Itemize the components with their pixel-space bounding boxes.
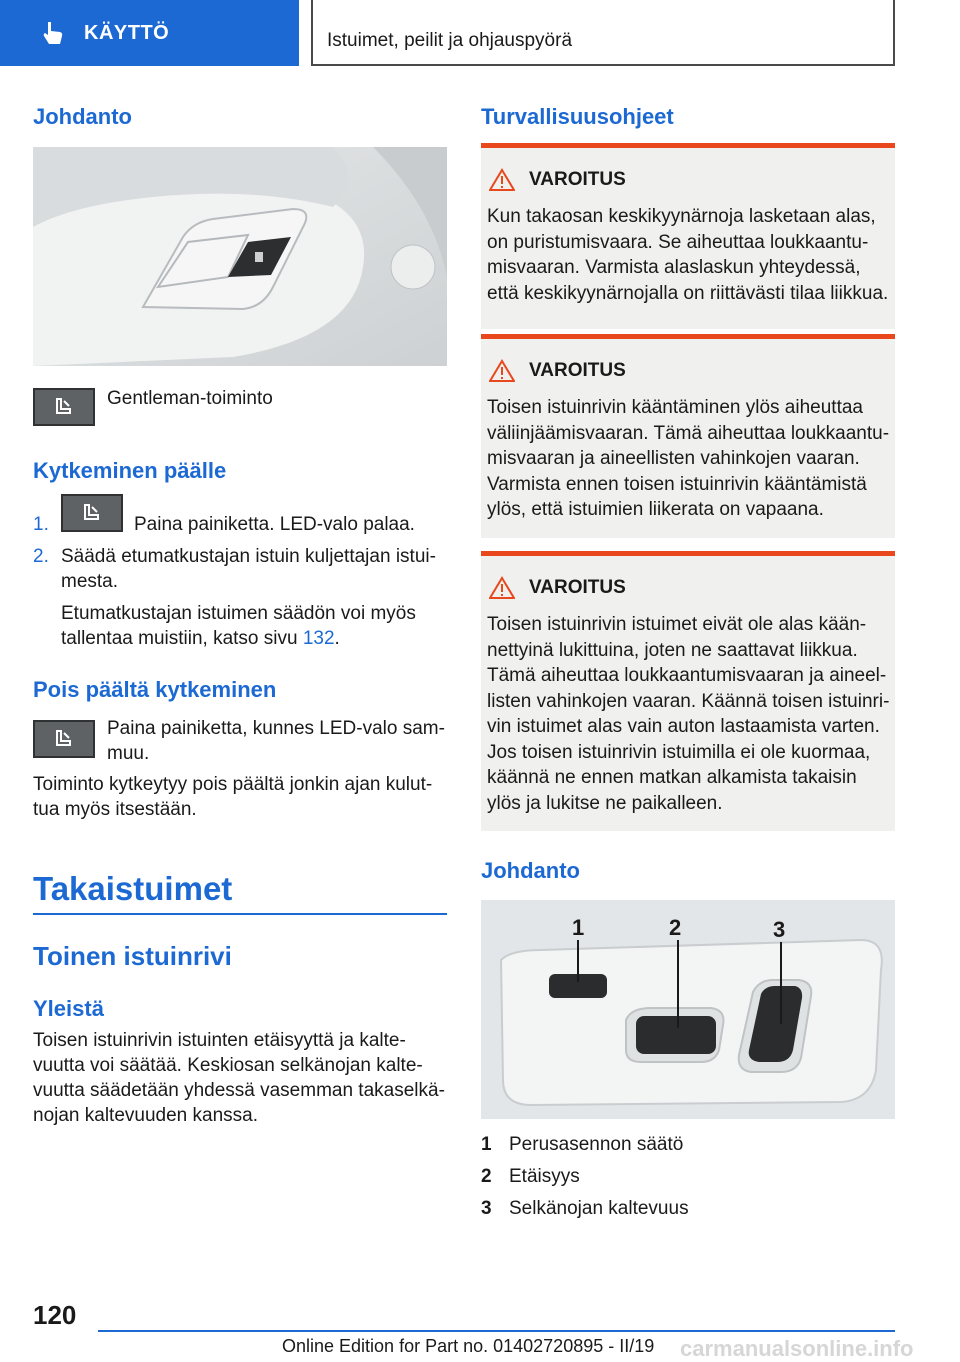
callout-1: 1 xyxy=(572,915,585,940)
legend-label: Selkänojan kaltevuus xyxy=(509,1198,689,1219)
watermark: carmanualsonline.info xyxy=(680,1336,914,1361)
footer-divider xyxy=(98,1330,895,1332)
legend-label: Etäisyys xyxy=(509,1166,580,1187)
edition-text: Online Edition for Part no. 01402720895 - II/19 xyxy=(282,1336,655,1356)
warning-triangle-icon xyxy=(489,168,515,192)
legend-label: Perusasennon säätö xyxy=(509,1134,684,1155)
pointing-hand-icon xyxy=(40,20,66,46)
row2-heading: Toinen istuinrivi xyxy=(33,941,232,971)
step-2-note-end: . xyxy=(334,628,340,649)
gentleman-caption: Gentleman-toiminto xyxy=(107,388,273,409)
warning-title: VAROITUS xyxy=(529,577,626,598)
gentleman-button-icon xyxy=(61,494,123,532)
chapter-divider xyxy=(33,913,447,915)
safety-heading: Turvallisuusohjeet xyxy=(481,104,674,129)
switch-off-text: Paina painiketta, kunnes LED-valo sam-muu. xyxy=(107,718,445,764)
warning-box xyxy=(481,143,895,329)
intro-heading: Johdanto xyxy=(33,104,132,129)
legend-item xyxy=(481,1166,580,1188)
general-heading: Yleistä xyxy=(33,996,104,1021)
seat-controls-image xyxy=(481,900,895,1119)
chapter-tab-label: KÄYTTÖ xyxy=(84,21,170,44)
warning-box xyxy=(481,334,895,538)
switch-off-heading: Pois päältä kytkeminen xyxy=(33,677,277,702)
gentleman-button-icon xyxy=(33,720,95,758)
warning-title: VAROITUS xyxy=(529,360,626,381)
step-2-note-text: Etumatkustajan istuimen säädön voi myös tallentaa muistiin, katso sivu xyxy=(61,603,416,649)
warning-text: Toisen istuinrivin istuimet eivät ole alas kään-nettyinä lukittuina, joten ne saattavat liikkua. Tämä aiheuttaa loukkaantumisvaaran ja aineel-listen vahinkojen vaaran. Käännä toisen istuinri-vin istuimet alas vain auton lastaamista varten. Jos toisen istuinrivin istuimilla ei ole kuormaa, käännä ne ennen matkan alkamista takaisin ylös ja lukitse ne paikalleen. xyxy=(487,614,890,814)
warning-triangle-icon xyxy=(489,359,515,383)
step-1-number: 1. xyxy=(33,514,49,535)
legend-item xyxy=(481,1198,689,1220)
legend-number: 2 xyxy=(481,1166,492,1187)
warning-text: Kun takaosan keskikyynärnoja lasketaan alas, on puristumisvaara. Se aiheuttaa loukkaantu-misvaaran. Varmista alaslaskun yhteydessä, että keskikyynärnojalla on riittävästi tilaa liikkua. xyxy=(487,206,889,304)
chapter-tab[interactable] xyxy=(0,0,299,66)
warning-title: VAROITUS xyxy=(529,169,626,190)
step-2-text: Säädä etumatkustajan istuin kuljettajan istui-mesta. xyxy=(61,546,436,592)
page-link[interactable]: 132 xyxy=(302,628,335,649)
legend-number: 3 xyxy=(481,1198,492,1219)
step-1-text: Paina painiketta. LED-valo palaa. xyxy=(134,514,415,535)
section-title: Istuimet, peilit ja ohjauspyörä xyxy=(327,30,573,51)
legend-item xyxy=(481,1134,683,1156)
page-number: 120 xyxy=(33,1300,77,1330)
door-panel-image xyxy=(33,147,447,366)
warning-triangle-icon xyxy=(489,576,515,600)
warning-box xyxy=(481,551,895,831)
step-2-note xyxy=(61,601,447,651)
switch-on-heading: Kytkeminen päälle xyxy=(33,458,227,483)
legend-number: 1 xyxy=(481,1134,492,1155)
section-header xyxy=(311,0,895,66)
callout-3: 3 xyxy=(773,917,786,942)
switch-off-note: Toiminto kytkeytyy pois päältä jonkin ajan kulut-tua myös itsestään. xyxy=(33,774,433,820)
warning-text: Toisen istuinrivin kääntäminen ylös aiheuttaa väliinjäämisvaaran. Tämä aiheuttaa loukkaantu-misvaaran ja aineellisten vahinkojen vaaran. Varmista ennen toisen istuinrivin kääntämistä ylös, että istuimien liikerata on vapaana. xyxy=(487,397,890,520)
intro2-heading: Johdanto xyxy=(481,858,580,883)
chapter-title: Takaistuimet xyxy=(33,870,233,907)
step-2-number: 2. xyxy=(33,546,49,567)
callout-2: 2 xyxy=(669,915,682,940)
gentleman-button-icon xyxy=(33,388,95,426)
general-text: Toisen istuinrivin istuinten etäisyyttä ja kalte-vuutta voi säätää. Keskiosan selkänojan kalte-vuutta säädetään yhdessä vasemman takaselkä-nojan kaltevuuden kanssa. xyxy=(33,1030,445,1126)
